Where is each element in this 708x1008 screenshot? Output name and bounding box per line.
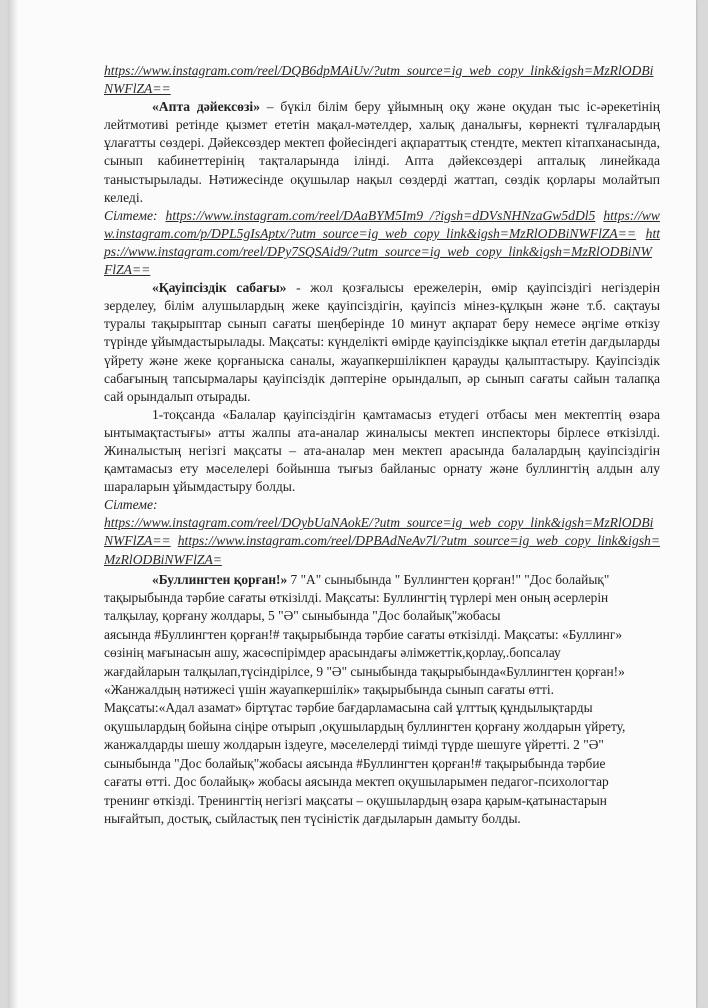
link-block bbox=[104, 496, 660, 568]
heading-apta: «Апта дәйексөзі» bbox=[152, 99, 260, 115]
text-line: жағдайларын талқылап,түсіндірілсе, 9 "Ә" сыныбында тақырыбында«Буллингтен қорған!» bbox=[104, 663, 625, 679]
text-line: сағаты өтті. Дос болайық» жобасы аясында мектеп оқушыларымен педагог-психологтар bbox=[104, 774, 609, 790]
text-line: сыныбында "Дос болайық"жобасы аясында #Буллингтен қорған!# тақырыбында тәрбие bbox=[104, 755, 606, 771]
text-line: талқылау, қорғану жолдары, 5 "Ә" сыныбында "Дос болайық"жобасы bbox=[104, 608, 501, 624]
document-page bbox=[8, 0, 696, 1008]
instagram-link[interactable]: https://www.instagram.com/reel/DOybUaNAokE/?utm_source=ig_web_copy_link&igsh=MzRlODBiNWFlZA== bbox=[104, 515, 654, 549]
silteme-label: Сілтеме: bbox=[104, 207, 158, 223]
instagram-link[interactable]: https://www.instagram.com/reel/DPBAdNeAv7l/?utm_source=ig_web_copy_link&igsh=MzRlODBiNWFlZA= bbox=[104, 533, 660, 567]
instagram-link[interactable]: https://www.instagram.com/p/DPL5gIsAptx/?utm_source=ig_web_copy_link&igsh=MzRlODBiNWFlZA== bbox=[104, 207, 660, 241]
link-line bbox=[104, 62, 660, 98]
instagram-link[interactable]: https://www.instagram.com/reel/DAaBYM5Im9_/?igsh=dDVsNHNzaGw5dDl5 bbox=[165, 207, 596, 223]
heading-bulling: «Буллингтен қорған!» bbox=[152, 571, 288, 587]
text-line: Мақсаты:«Адал азамат» біртұтас тәрбие бағдарламасына сай ұлттық құндылықтарды bbox=[104, 700, 593, 716]
text-line: тренинг өткізді. Тренингтің негізгі мақсаты – оқушылардың өзара қарым-қатынастарын bbox=[104, 792, 607, 808]
text-line: 7 "А" сыныбында " Буллингтен қорған!" "Дос болайық" bbox=[287, 571, 610, 587]
instagram-link[interactable]: https://www.instagram.com/reel/DQB6dpMAiUv/?utm_source=ig_web_copy_link&igsh=MzRlODBiNWFlZA== bbox=[104, 63, 654, 97]
text-line: оқушылардың бойына сіңіре отырып ,оқушылардың буллингтен қорғану жолдарын үйрету, bbox=[104, 718, 626, 734]
instagram-link[interactable]: https://www.instagram.com/reel/DPy7SQSAid9/?utm_source=ig_web_copy_link&igsh=MzRlODBiNWFlZA== bbox=[104, 225, 660, 278]
text-line: «Жанжалдың нәтижесі үшін жауапкершілік» тақырыбында сынып сағаты өтті. bbox=[104, 682, 554, 698]
text-line: жанжалдарды шешу жолдарын іздеуге, мәселелерді тиімді түрде шешуге үйретті. 2 "Ә" bbox=[104, 737, 604, 753]
page-edge-shadow bbox=[8, 0, 18, 1008]
paragraph-parents-meeting: 1-тоқсанда «Балалар қауіпсіздігін қамтамасыз етудегі отбасы мен мектептің өзара ынтымақтастығы» атты жалпы ата-аналар жиналысы мектеп инспекторы бірлесе өткізілді. Жиналыстың негізгі мақсаты – ата-аналар мен мектеп арасында балалардың қауіпсіздігін қамтамасыз ету мәселелері бойынша тығыз байланыс орнату және буллингтің алдын алу шараларын ұйымдастыру болды. bbox=[104, 406, 660, 495]
silteme-label: Сілтеме: bbox=[104, 497, 158, 513]
paragraph-text: - жол қозғалысы ережелерін, өмір қауіпсіздігі негіздерін зерделеу, білім алушылардың жеке қауіпсіздігін, қауіпсіз мінез-құлқын және т.б. сақтауы туралы тақырыптар сынып сағаты шеңберінде 10 минут ақпарат беру немесе әңгіме өткізу түрінде ұйымдастырылады. Мақсаты: күнделікті өмірде қауіпсіздікке ықпал ететін дағдыларды үйрету және жеке қорғаныска саналы, жауапкершілікпен қарауды қалыптастыру. Қауіпсіздік сабағының тапсырмалары қауіпсіздік дәптеріне орындалып, әр сынып сағаты сайын талапқа сай орындалып отырады. bbox=[104, 280, 660, 404]
paragraph-text: – бүкіл білім беру ұйымның оқу және оқудан тыс іс-әрекетінің лейтмотиві ретінде қызмет ететін мақал-мәтелдер, халық даналығы, көрнекті тұлғалардың ұлағатты сөздері. Дәйексөздер мектеп фойесіндегі ақпараттық стендте, мектеп кітапханасында, сынып кабинеттерінің тақталарында ілінді. Апта дәйексөздері апталық линейкада таныстырылады. Нәтижесінде оқушылар нақыл сөздерді жаттап, сөздік қорлары молайтып келеді. bbox=[104, 99, 661, 205]
paragraph-apta bbox=[104, 98, 660, 207]
paragraph-kauipsizdik bbox=[104, 279, 660, 406]
paragraph-bulling bbox=[104, 571, 660, 829]
heading-kauipsizdik: «Қауіпсіздік сабағы» bbox=[152, 280, 287, 296]
text-line: сөзінің мағынасын ашу, жасөспірімдер арасындағы әлімжеттік,қорлау,.бопсалау bbox=[104, 645, 561, 661]
link-block bbox=[104, 207, 660, 279]
document-body bbox=[104, 62, 660, 828]
text-line: аясында #Буллингтен қорған!# тақырыбында тәрбие сағаты өткізілді. Мақсаты: «Буллинг» bbox=[104, 626, 623, 642]
text-line: нығайтып, достық, сыйластық пен түсіністік дағдыларын дамыту болды. bbox=[104, 810, 521, 826]
text-line: тақырыбында тәрбие сағаты өткізілді. Мақсаты: Буллингтің түрлері мен оның әсерлерін bbox=[104, 590, 609, 606]
